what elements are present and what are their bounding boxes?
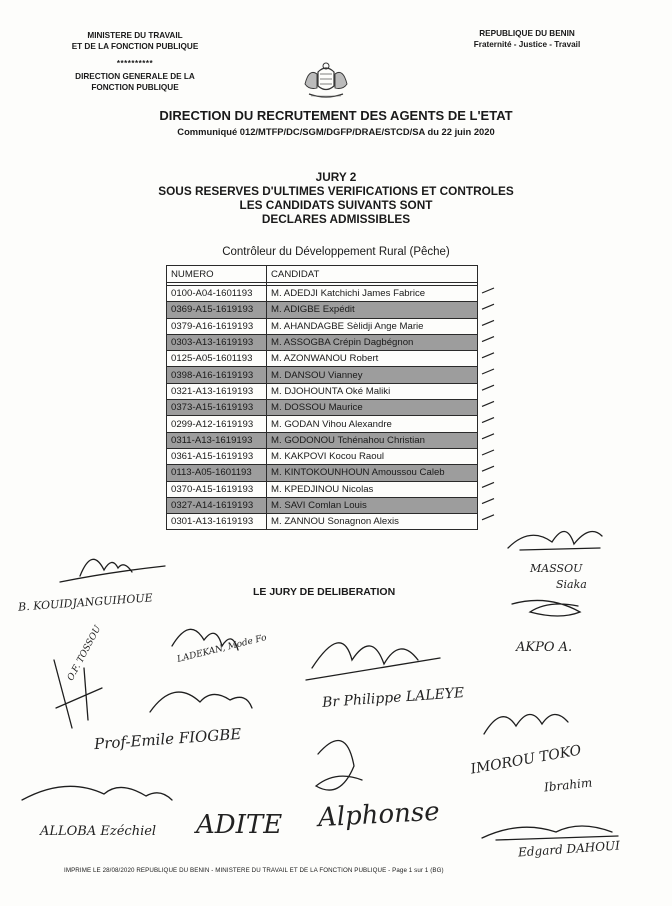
signature-alphonse	[316, 741, 362, 791]
signature-akpo	[512, 600, 580, 616]
candidate-number: 0125-A05-1601193	[167, 351, 267, 367]
separator-stars: **********	[116, 59, 154, 68]
document-title: DIRECTION DU RECRUTEMENT DES AGENTS DE L'ETAT	[159, 108, 513, 123]
candidate-number: 0299-A12-1619193	[167, 416, 267, 432]
signature-name-fiogbe: Prof-Emile FIOGBE	[93, 724, 242, 754]
republic-motto: Fraternité - Justice - Travail	[473, 40, 581, 49]
signature-kouinda	[60, 559, 165, 582]
candidate-number: 0311-A13-1619193	[167, 432, 267, 448]
signature-name-alloba: ALLOBA Ezéchiel	[40, 824, 157, 839]
candidate-name: M. DJOHOUNTA Oké Maliki	[267, 383, 478, 399]
candidate-number: 0373-A15-1619193	[167, 400, 267, 416]
signature-name-tossou: O.F. TOSSOU	[66, 624, 104, 683]
candidate-name: M. ADEDJI Katchichi James Fabrice	[267, 286, 478, 302]
signature-name-akpo: AKPO A.	[516, 640, 573, 655]
signature-name-massou: MASSOU	[530, 562, 583, 575]
candidate-name: M. KPEDJINOU Nicolas	[267, 481, 478, 497]
jury-reserve-line: SOUS RESERVES D'ULTIMES VERIFICATIONS ET CONTROLES	[158, 184, 514, 198]
signature-dahoui	[482, 826, 618, 840]
candidate-name: M. DOSSOU Maurice	[267, 400, 478, 416]
jury-number: JURY 2	[315, 170, 357, 184]
column-header-numero: NUMERO	[167, 266, 267, 283]
signature-lalaye	[306, 643, 440, 680]
jury-admissible-line: DECLARES ADMISSIBLES	[261, 212, 411, 226]
candidate-name: M. GODAN Vihou Alexandre	[267, 416, 478, 432]
candidate-name: M. GODONOU Tchénahou Christian	[267, 432, 478, 448]
candidate-name: M. ASSOGBA Crépin Dagbégnon	[267, 334, 478, 350]
jury-candidates-line: LES CANDIDATS SUIVANTS SONT	[239, 198, 433, 212]
republic-name: REPUBLIQUE DU BENIN	[479, 29, 575, 38]
signature-name-kouinda: B. KOUIDJANGUIHOUE	[17, 591, 154, 614]
candidate-number: 0379-A16-1619193	[167, 318, 267, 334]
candidate-number: 0361-A15-1619193	[167, 448, 267, 464]
signature-name-imorou: IMOROU TOKO	[469, 742, 583, 778]
candidate-number: 0301-A13-1619193	[167, 514, 267, 530]
direction-line-1: DIRECTION GENERALE DE LA	[75, 72, 195, 81]
jury-deliberation-label: LE JURY DE DELIBERATION	[253, 586, 396, 598]
direction-line-2: FONCTION PUBLIQUE	[91, 83, 179, 92]
candidate-name: M. DANSOU Vianney	[267, 367, 478, 383]
table-title: Contrôleur du Développement Rural (Pêche)	[222, 246, 450, 258]
ministry-line-2: ET DE LA FONCTION PUBLIQUE	[71, 42, 199, 51]
candidate-name: M. SAVI Comlan Louis	[267, 497, 478, 513]
signature-name-ibrahim: Ibrahim	[543, 775, 593, 795]
column-header-candidat: CANDIDAT	[267, 266, 478, 283]
signature-fiogbe	[150, 692, 252, 712]
signature-name-dahoui: Edgard DAHOUI	[517, 838, 621, 860]
candidate-name: M. ZANNOU Sonagnon Alexis	[267, 514, 478, 530]
candidate-number: 0327-A14-1619193	[167, 497, 267, 513]
signature-alloba	[22, 786, 172, 800]
candidate-number: 0369-A15-1619193	[167, 302, 267, 318]
print-footer: IMPRIME LE 28/08/2020 REPUBLIQUE DU BENIN - MINISTERE DU TRAVAIL ET DE LA FONCTION PUBLIQUE - Page 1 sur 1 (BG)	[64, 867, 444, 874]
communique-reference: Communiqué 012/MTFP/DC/SGM/DGFP/DRAE/STCD/SA du 22 juin 2020	[177, 126, 495, 137]
signature-name-adite: ADITE	[196, 810, 283, 840]
candidate-name: M. KAKPOVI Kocou Raoul	[267, 448, 478, 464]
candidate-number: 0321-A13-1619193	[167, 383, 267, 399]
candidate-name: M. AZONWANOU Robert	[267, 351, 478, 367]
candidate-number: 0303-A13-1619193	[167, 334, 267, 350]
candidate-number: 0370-A15-1619193	[167, 481, 267, 497]
ministry-line-1: MINISTERE DU TRAVAIL	[87, 31, 183, 40]
signature-name-siaka: Siaka	[556, 578, 587, 591]
candidate-number: 0113-A05-1601193	[167, 465, 267, 481]
signature-name-ladekan: LADEKAN, Mode Fo	[176, 633, 268, 665]
candidate-number: 0398-A16-1619193	[167, 367, 267, 383]
candidate-number: 0100-A04-1601193	[167, 286, 267, 302]
candidate-name: M. AHANDAGBE Sèlidji Ange Marie	[267, 318, 478, 334]
candidate-name: M. KINTOKOUNHOUN Amoussou Caleb	[267, 465, 478, 481]
signature-imorou	[484, 714, 568, 734]
signature-massou	[508, 531, 602, 550]
candidate-name: M. ADIGBE Expédit	[267, 302, 478, 318]
signature-name-alphonse: Alphonse	[317, 796, 441, 834]
signature-name-lalaye: Br Philippe LALEYE	[321, 685, 465, 711]
